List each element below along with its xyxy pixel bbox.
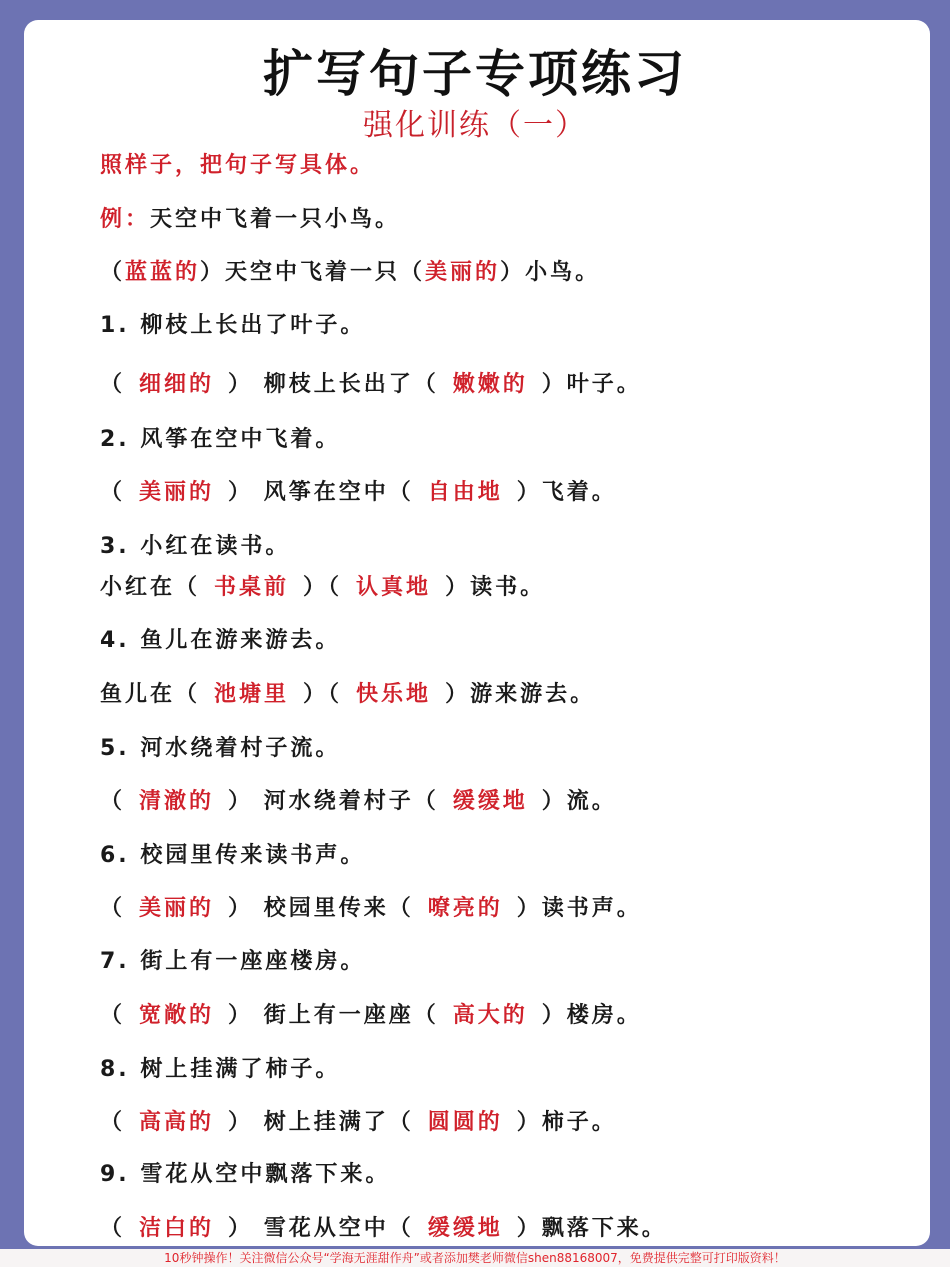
answer-9 (100, 1211, 667, 1242)
answer-part: ）柿子。 (516, 1110, 617, 1135)
answer-fill-2: 缓缓地 (452, 789, 528, 814)
answer-fill-1: 池塘里 (214, 682, 290, 707)
question-6: 6. 校园里传来读书声。 (100, 843, 366, 868)
example-fill-1: 蓝蓝的 (125, 260, 201, 285)
example-expanded (100, 255, 600, 286)
answer-part: （ (100, 789, 126, 814)
answer-fill-2: 嫩嫩的 (452, 372, 528, 397)
answer-fill-1: 细细的 (139, 372, 215, 397)
answer-part: ） 河水绕着村子（ (228, 789, 439, 814)
answer-fill-2: 认真地 (356, 575, 432, 600)
answer-fill-2: 圆圆的 (427, 1110, 503, 1135)
answer-part: （ (100, 1216, 126, 1241)
answer-part: ） 柳枝上长出了（ (228, 372, 439, 397)
answer-fill-2: 快乐地 (356, 682, 432, 707)
instruction: 照样子，把句子写具体。 (100, 153, 376, 178)
question-2: 2. 风筝在空中飞着。 (100, 427, 341, 452)
answer-part: ）楼房。 (541, 1003, 642, 1028)
answer-part: 小红在（ (100, 575, 201, 600)
page-subtitle: 强化训练（一） (363, 108, 587, 143)
answer-part: ） 校园里传来（ (228, 896, 414, 921)
answer-2 (100, 475, 617, 506)
answer-3 (100, 570, 545, 601)
answer-fill-2: 缓缓地 (427, 1216, 503, 1241)
example-line (100, 202, 400, 233)
question-1: 1. 柳枝上长出了叶子。 (100, 313, 366, 338)
answer-part: （ (100, 480, 126, 505)
answer-fill-2: 自由地 (427, 480, 503, 505)
example-label: 例： (100, 207, 151, 232)
footer-notice: 10秒钟操作！关注微信公众号“学海无涯甜作舟”或者添加樊老师微信shen88168007，免费提供完整可打印版资料！ (0, 1249, 950, 1267)
answer-fill-1: 宽敞的 (139, 1003, 215, 1028)
answer-part: （ (100, 1110, 126, 1135)
answer-7 (100, 998, 642, 1029)
example-end: ）小鸟。 (500, 260, 601, 285)
answer-part: ）叶子。 (541, 372, 642, 397)
answer-fill-1: 洁白的 (139, 1216, 215, 1241)
answer-part: （ (100, 372, 126, 397)
answer-5 (100, 784, 617, 815)
example-fill-2: 美丽的 (425, 260, 501, 285)
question-4: 4. 鱼儿在游来游去。 (100, 628, 341, 653)
answer-fill-1: 书桌前 (214, 575, 290, 600)
answer-fill-1: 清澈的 (139, 789, 215, 814)
answer-part: ）读书。 (445, 575, 546, 600)
answer-part: （ (100, 1003, 126, 1028)
answer-part: ）飘落下来。 (516, 1216, 667, 1241)
answer-part: ）流。 (541, 789, 617, 814)
answer-8 (100, 1105, 617, 1136)
answer-fill-1: 美丽的 (139, 480, 215, 505)
answer-fill-2: 高大的 (452, 1003, 528, 1028)
answer-part: ）（ (303, 575, 343, 600)
question-3: 3. 小红在读书。 (100, 534, 291, 559)
question-9: 9. 雪花从空中飘落下来。 (100, 1162, 391, 1187)
answer-part: ） 街上有一座座（ (228, 1003, 439, 1028)
answer-1 (100, 367, 642, 398)
answer-part: ） 树上挂满了（ (228, 1110, 414, 1135)
question-8: 8. 树上挂满了柿子。 (100, 1057, 341, 1082)
answer-part: 鱼儿在（ (100, 682, 201, 707)
page-title: 扩写句子专项练习 (263, 45, 687, 103)
answer-fill-1: 美丽的 (139, 896, 215, 921)
answer-part: ） 雪花从空中（ (228, 1216, 414, 1241)
answer-4 (100, 677, 595, 708)
answer-part: ）读书声。 (516, 896, 642, 921)
answer-part: ）（ (303, 682, 343, 707)
answer-part: ） 风筝在空中（ (228, 480, 414, 505)
answer-fill-2: 嘹亮的 (427, 896, 503, 921)
example-sentence: 天空中飞着一只小鸟。 (150, 207, 401, 232)
answer-fill-1: 高高的 (139, 1110, 215, 1135)
answer-part: ）飞着。 (516, 480, 617, 505)
question-7: 7. 街上有一座座楼房。 (100, 949, 366, 974)
example-mid: ）天空中飞着一只（ (200, 260, 426, 285)
bracket: （ (100, 260, 126, 285)
answer-part: ）游来游去。 (445, 682, 596, 707)
answer-6 (100, 891, 642, 922)
question-5: 5. 河水绕着村子流。 (100, 736, 341, 761)
answer-part: （ (100, 896, 126, 921)
